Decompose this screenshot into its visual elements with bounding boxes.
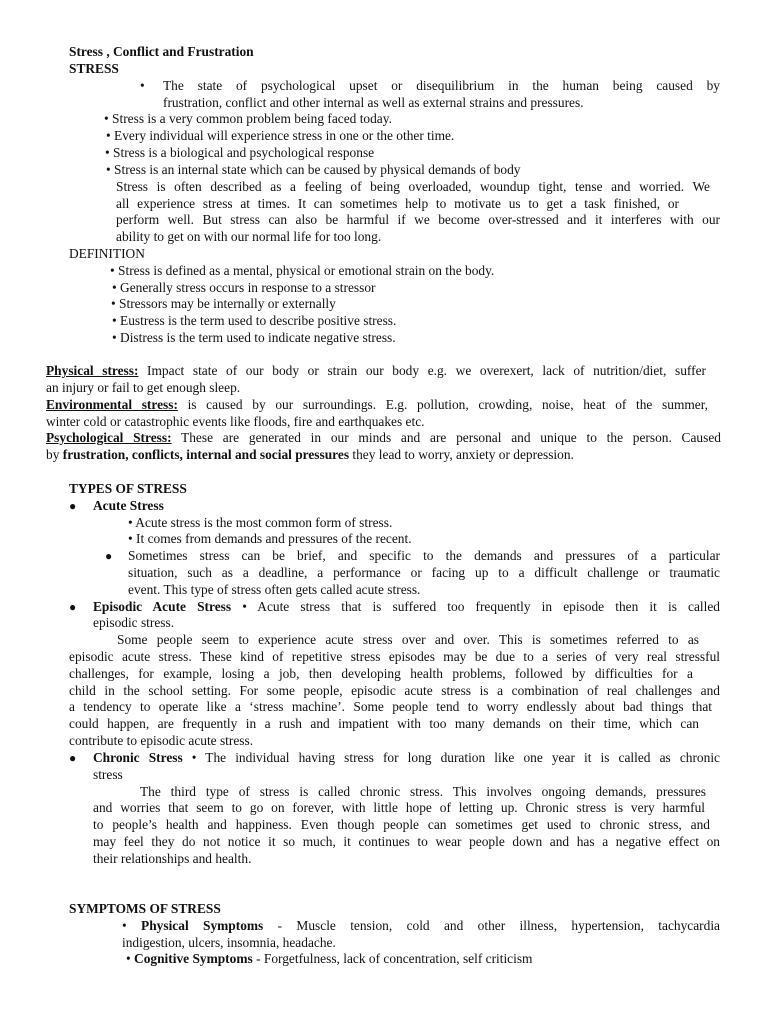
episodic-para-line: a tendency to operate like a ‘stress machine’. Some people tend to worry endlessly about bad things that: [69, 699, 712, 714]
physical-stress-line-1: [46, 363, 706, 380]
stress-point: • Stress is an internal state which can be caused by physical demands of body: [106, 162, 521, 177]
chronic-text: • The individual having stress for long duration like one year it is called as chronic: [182, 750, 720, 765]
stress-paragraph-line: perform well. But stress can also be harmful if we become over-stressed and it interferes with our: [116, 212, 720, 227]
definition-point: • Distress is the term used to indicate negative stress.: [112, 330, 396, 345]
acute-bullet: ●: [69, 499, 77, 513]
psychological-stress-line-1: [46, 430, 721, 447]
episodic-para-line: Some people seem to experience acute stress over and over. This is sometimes referred to as: [117, 632, 699, 647]
environmental-stress-line-1: [46, 397, 708, 414]
cognitive-symptoms-label: Cognitive Symptoms: [134, 951, 253, 966]
acute-point: • Acute stress is the most common form of stress.: [128, 515, 393, 530]
intro-line-1: The state of psychological upset or disequilibrium in the human being caused by: [163, 78, 720, 93]
episodic-para-line: challenges, for example, losing a job, then developing health problems, followed by difficulties for a: [69, 666, 693, 681]
definition-heading: DEFINITION: [69, 246, 145, 261]
psychological-stress-label: Psychological Stress:: [46, 430, 172, 445]
physical-symptoms-label: Physical Symptoms: [141, 918, 264, 933]
intro-bullet: •: [140, 78, 145, 93]
psychological-stress-line-2: [46, 447, 574, 464]
definition-point: • Stress is defined as a mental, physical or emotional strain on the body.: [110, 263, 495, 278]
definition-point: • Stressors may be internally or externally: [111, 296, 336, 311]
environmental-stress-line-2: winter cold or catastrophic events like floods, fire and earthquakes etc.: [46, 414, 425, 429]
chronic-bullet: ●: [69, 751, 77, 765]
cognitive-symptoms-bullet: •: [126, 951, 135, 966]
physical-symptoms-text: - Muscle tension, cold and other illness, hypertension, tachycardia: [263, 918, 720, 933]
chronic-para-line: to people’s health and happiness. Even though people can sometimes get used to chronic stress, and: [93, 817, 710, 832]
chronic-para-line: may feel they do not notice it so much, it continues to wear people down and has a negative effect on: [93, 834, 720, 849]
chronic-para-line: and worries that seem to go on forever, with little hope of letting up. Chronic stress is very harmful: [93, 800, 705, 815]
acute-title: Acute Stress: [93, 498, 164, 513]
acute-sub-line: situation, such as a deadline, a performance or facing up to a difficult challenge or traumatic: [128, 565, 720, 580]
physical-symptoms-line-1: [122, 918, 720, 935]
physical-stress-label: Physical stress:: [46, 363, 139, 378]
physical-symptoms-line-2: indigestion, ulcers, insomnia, headache.: [122, 935, 336, 950]
episodic-line-1: [93, 599, 720, 616]
episodic-text: • Acute stress that is suffered too frequently in episode then it is called: [231, 599, 721, 614]
types-heading: TYPES OF STRESS: [69, 481, 187, 496]
psych-pre: by: [46, 447, 63, 462]
chronic-line-2: stress: [93, 767, 123, 782]
episodic-para-line: could happen, are frequently in a rush and impatient with too many demands on their time, which can: [69, 716, 699, 731]
physical-stress-line-2: an injury or fail to get enough sleep.: [46, 380, 241, 395]
chronic-line-1: [93, 750, 720, 767]
acute-sub-line: Sometimes stress can be brief, and specific to the demands and pressures of a particular: [128, 548, 720, 563]
stress-paragraph-line: all experience stress at times. It can sometimes help to motivate us to get a task finished, or: [116, 196, 679, 211]
chronic-title: Chronic Stress: [93, 750, 183, 765]
document-title: Stress , Conflict and Frustration: [69, 44, 254, 59]
episodic-para-line: contribute to episodic acute stress.: [69, 733, 254, 748]
psychological-stress-text: These are generated in our minds and are personal and unique to the person. Caused: [171, 430, 721, 445]
stress-heading: STRESS: [69, 61, 119, 76]
episodic-para-line: episodic acute stress. These kind of repetitive stress episodes may be due to a series of very real stressful: [69, 649, 720, 664]
stress-point: • Every individual will experience stress in one or the other time.: [106, 128, 455, 143]
chronic-para-line: The third type of stress is called chronic stress. This involves ongoing demands, pressures: [140, 784, 706, 799]
definition-point: • Eustress is the term used to describe positive stress.: [112, 313, 397, 328]
physical-stress-text: Impact state of our body or strain our body e.g. we overexert, lack of nutrition/diet, suffer: [138, 363, 706, 378]
environmental-stress-text: is caused by our surroundings. E.g. pollution, crowding, noise, heat of the summer,: [177, 397, 708, 412]
cognitive-symptoms-line: [126, 951, 532, 968]
stress-paragraph-line: Stress is often described as a feeling of being overloaded, woundup tight, tense and worried. We: [116, 179, 710, 194]
psych-bold: frustration, conflicts, internal and social pressures: [62, 447, 350, 462]
episodic-bullet: ●: [69, 600, 77, 614]
symptoms-heading: SYMPTOMS OF STRESS: [69, 901, 221, 916]
psych-post: they lead to worry, anxiety or depression.: [349, 447, 574, 462]
stress-paragraph-line: ability to get on with our normal life for too long.: [116, 229, 382, 244]
episodic-para-line: child in the school setting. For some people, episodic acute stress is a combination of real challenges and: [69, 683, 720, 698]
intro-line-2: frustration, conflict and other internal as well as external strains and pressures.: [163, 95, 584, 110]
acute-sub-bullet: ●: [105, 549, 113, 563]
definition-point: • Generally stress occurs in response to a stressor: [112, 280, 376, 295]
environmental-stress-label: Environmental stress:: [46, 397, 178, 412]
stress-point: • Stress is a biological and psychological response: [105, 145, 375, 160]
episodic-line-2: episodic stress.: [93, 615, 175, 630]
acute-sub-line: event. This type of stress often gets called acute stress.: [128, 582, 421, 597]
cognitive-symptoms-text: - Forgetfulness, lack of concentration, self criticism: [252, 951, 533, 966]
acute-point: • It comes from demands and pressures of the recent.: [128, 531, 412, 546]
chronic-para-line: their relationships and health.: [93, 851, 252, 866]
episodic-title: Episodic Acute Stress: [93, 599, 232, 614]
physical-symptoms-bullet: •: [122, 918, 142, 933]
stress-point: • Stress is a very common problem being faced today.: [104, 111, 392, 126]
